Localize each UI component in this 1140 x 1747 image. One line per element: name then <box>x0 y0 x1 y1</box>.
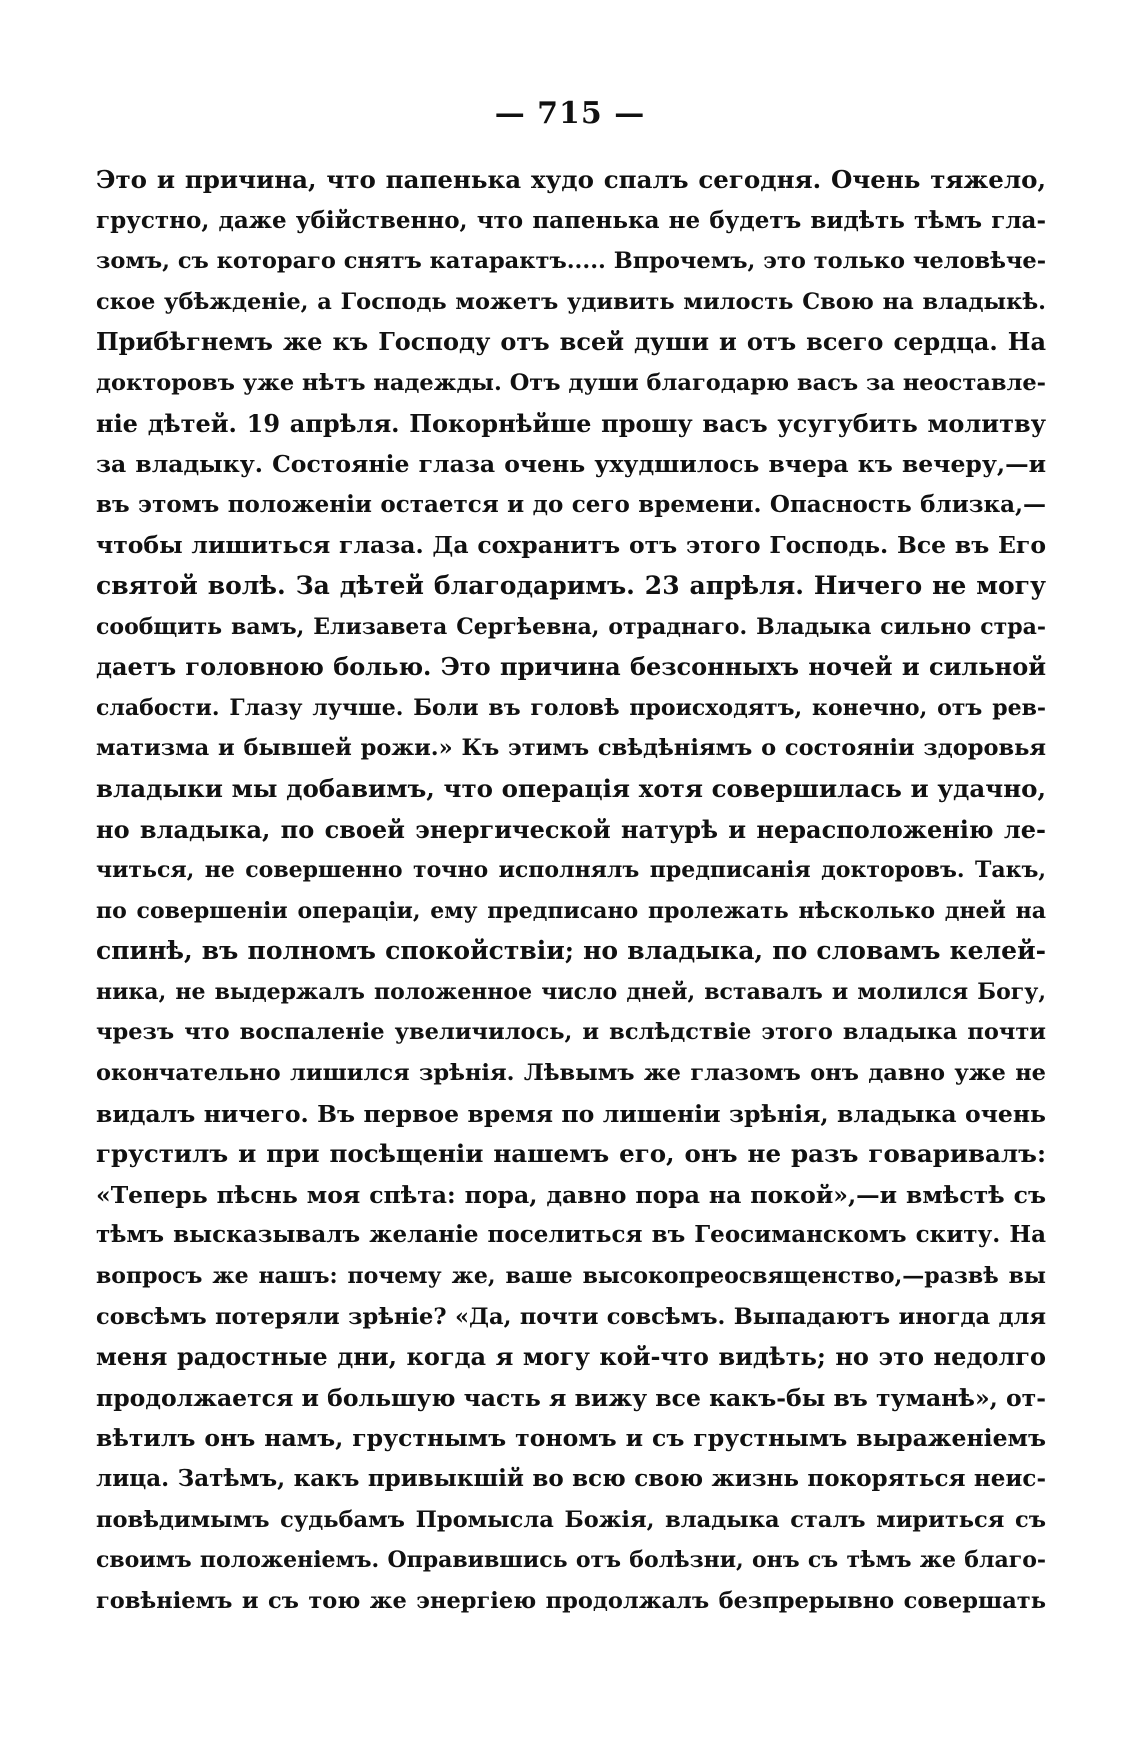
text-line: грустно, даже убійственно, что папенька не будетъ видѣть тѣмъ гла- <box>96 206 1046 234</box>
text-line: зомъ, съ котораго снятъ катарактъ..... Впрочемъ, это только человѣче- <box>96 248 1046 275</box>
text-line: продолжается и большую часть я вижу все какъ-бы въ туманѣ», от- <box>96 1383 1046 1412</box>
page-number: — 715 — <box>494 96 646 131</box>
text-line: повѣдимымъ судьбамъ Промысла Божія, владыка сталъ мириться съ <box>96 1506 1046 1533</box>
text-line: владыки мы добавимъ, что операція хотя совершилась и удачно, <box>96 773 1046 803</box>
text-line: сообщить вамъ, Елизавета Сергѣевна, отраднаго. Владыка сильно стра- <box>96 613 1046 640</box>
text-line: говѣніемъ и съ тою же энергіею продолжалъ безпрерывно совершать <box>96 1587 1046 1614</box>
text-line: слабости. Глазу лучше. Боли въ головѣ происходятъ, конечно, отъ рев- <box>96 694 1046 721</box>
text-line: «Теперь пѣснь моя спѣта: пора, давно пора на покой»,—и вмѣстѣ съ <box>96 1180 1046 1209</box>
text-line: вопросъ же нашъ: почему же, ваше высокопреосвященство,—развѣ вы <box>96 1263 1046 1290</box>
text-line: своимъ положеніемъ. Оправившись отъ болѣзни, онъ съ тѣмъ же благо- <box>96 1547 1046 1574</box>
text-line: даетъ головною болью. Это причина безсонныхъ ночей и сильной <box>96 652 1046 682</box>
text-line: окончательно лишился зрѣнія. Лѣвымъ же глазомъ онъ давно уже не <box>96 1060 1046 1087</box>
text-line: вѣтилъ онъ намъ, грустнымъ тономъ и съ грустнымъ выраженіемъ <box>96 1424 1046 1453</box>
text-line: ника, не выдержалъ положенное число дней, вставалъ и молился Богу, <box>96 978 1046 1005</box>
text-line: но владыка, по своей энергической натурѣ и нерасположенію ле- <box>96 814 1046 844</box>
text-line: въ этомъ положеніи остается и до сего времени. Опасность близка,— <box>96 490 1046 518</box>
text-line: Прибѣгнемъ же къ Господу отъ всей души и отъ всего сердца. На <box>96 327 1046 357</box>
text-line: чрезъ что воспаленіе увеличилось, и вслѣдствіе этого владыка почти <box>96 1019 1046 1046</box>
text-line: Это и причина, что папенька худо спалъ сегодня. Очень тяжело, <box>96 165 1046 194</box>
text-line: читься, не совершенно точно исполнялъ предписанія докторовъ. Такъ, <box>96 857 1046 884</box>
body-text <box>96 160 1046 1621</box>
text-line: меня радостные дни, когда я могу кой-что видѣть; но это недолго <box>96 1342 1046 1372</box>
text-line: чтобы лишиться глаза. Да сохранитъ отъ этого Господь. Все въ Его <box>96 531 1046 560</box>
text-line: матизма и бывшей рожи.» Къ этимъ свѣдѣніямъ о состояніи здоровья <box>96 735 1046 762</box>
text-line: тѣмъ высказывалъ желаніе поселиться въ Геосиманскомъ скиту. На <box>96 1221 1046 1249</box>
text-line: совсѣмъ потеряли зрѣніе? «Да, почти совсѣмъ. Выпадаютъ иногда для <box>96 1303 1046 1330</box>
text-line: спинѣ, въ полномъ спокойствіи; но владыка, по словамъ келей- <box>96 936 1046 966</box>
text-line: святой волѣ. За дѣтей благодаримъ. 23 апрѣля. Ничего не могу <box>96 570 1046 600</box>
text-line: за владыку. Состояніе глаза очень ухудшилось вчера къ вечеру,—и <box>96 450 1046 479</box>
text-line: ніе дѣтей. 19 апрѣля. Покорнѣйше прошу васъ усугубить молитву <box>96 408 1046 438</box>
text-line: докторовъ уже нѣтъ надежды. Отъ души благодарю васъ за неоставле- <box>96 369 1046 396</box>
text-line: ское убѣжденіе, а Господь можетъ удивить милость Свою на владыкѣ. <box>96 288 1046 315</box>
text-line: по совершеніи операціи, ему предписано пролежать нѣсколько дней на <box>96 897 1046 924</box>
text-line: лица. Затѣмъ, какъ привыкшій во всю свою жизнь покоряться неис- <box>96 1465 1046 1492</box>
text-line: видалъ ничего. Въ первое время по лишеніи зрѣнія, владыка очень <box>96 1099 1046 1128</box>
text-line: грустилъ и при посѣщеніи нашемъ его, онъ не разъ говаривалъ: <box>96 1139 1046 1169</box>
